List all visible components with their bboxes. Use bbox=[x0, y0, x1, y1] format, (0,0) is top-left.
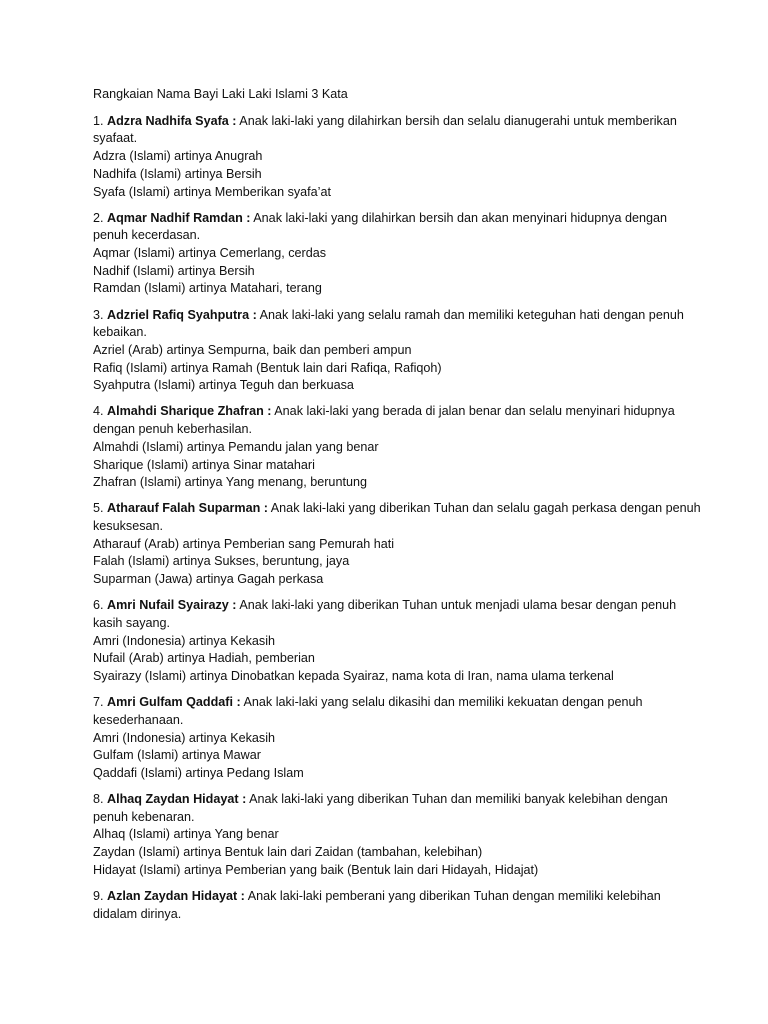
entry-heading bbox=[93, 694, 705, 729]
entry-description: Anak laki-laki pemberani yang diberikan Tuhan dengan memiliki kelebihan didalam dirinya. bbox=[93, 888, 661, 921]
entry-description: Anak laki-laki yang berada di jalan benar dan selalu menyinari hidupnya dengan penuh keberhasilan. bbox=[93, 404, 675, 437]
entry-number: 6. bbox=[93, 598, 104, 613]
meaning-word: Nadhifa bbox=[93, 166, 137, 181]
meaning-text: (Islami) artinya Bentuk lain dari Zaidan (tambahan, kelebihan) bbox=[138, 845, 483, 860]
name-entries-list bbox=[93, 113, 705, 924]
meaning-word: Amri bbox=[93, 633, 119, 648]
entry-heading bbox=[93, 597, 705, 632]
entry-description: Anak laki-laki yang selalu ramah dan memiliki keteguhan hati dengan penuh kebaikan. bbox=[93, 307, 684, 340]
meaning-text: (Islami) artinya Dinobatkan kepada Syairaz, nama kota di Iran, nama ulama terkenal bbox=[144, 669, 614, 684]
meaning-word: Azriel bbox=[93, 342, 125, 357]
meaning-text: (Islami) artinya Anugrah bbox=[129, 149, 263, 164]
meaning-text: (Islami) artinya Cemerlang, cerdas bbox=[133, 246, 327, 261]
meaning-text: (Islami) artinya Yang menang, beruntung bbox=[139, 475, 367, 490]
entry-number: 7. bbox=[93, 695, 104, 710]
name-entry bbox=[93, 791, 705, 880]
entry-description: Anak laki-laki yang diberikan Tuhan dan memiliki banyak kelebihan dengan penuh kebenaran. bbox=[93, 792, 668, 824]
meaning-word: Almahdi bbox=[93, 439, 139, 454]
meaning-word: Atharauf bbox=[93, 536, 141, 551]
meaning-line bbox=[93, 148, 705, 166]
name-entry bbox=[93, 597, 705, 686]
meaning-word: Sharique bbox=[93, 457, 144, 472]
meaning-text: (Islami) artinya Memberikan syafa’at bbox=[128, 184, 331, 199]
entry-heading bbox=[93, 791, 705, 826]
meaning-word: Adzra bbox=[93, 149, 126, 164]
meaning-word: Nufail bbox=[93, 651, 126, 666]
document-title: Rangkaian Nama Bayi Laki Laki Islami 3 Kata bbox=[93, 87, 348, 101]
meaning-text: (Jawa) artinya Gagah perkasa bbox=[154, 572, 324, 587]
meaning-line bbox=[93, 166, 705, 184]
entry-name: Aqmar Nadhif Ramdan : bbox=[107, 210, 251, 225]
name-entry bbox=[93, 694, 705, 783]
meaning-text: (Arab) artinya Pemberian sang Pemurah hati bbox=[144, 536, 395, 551]
meaning-line bbox=[93, 844, 705, 862]
meaning-word: Alhaq bbox=[93, 827, 126, 842]
meaning-line bbox=[93, 826, 705, 844]
meaning-line bbox=[93, 536, 705, 554]
entry-heading bbox=[93, 307, 705, 342]
name-entry bbox=[93, 210, 705, 299]
meaning-line bbox=[93, 245, 705, 263]
entry-name: Adzriel Rafiq Syahputra : bbox=[107, 307, 257, 322]
meaning-word: Ramdan bbox=[93, 281, 141, 296]
meaning-line bbox=[93, 633, 705, 651]
entry-name: Azlan Zaydan Hidayat : bbox=[107, 888, 245, 903]
meaning-text: (Islami) artinya Pemberian yang baik (Bentuk lain dari Hidayah, Hidajat) bbox=[139, 862, 539, 877]
meaning-line bbox=[93, 184, 705, 202]
entry-heading bbox=[93, 403, 705, 438]
meaning-word: Nadhif bbox=[93, 263, 130, 278]
meaning-word: Suparman bbox=[93, 572, 152, 587]
entry-name: Amri Gulfam Qaddafi : bbox=[107, 695, 241, 710]
meaning-word: Qaddafi bbox=[93, 765, 138, 780]
meaning-word: Syahputra bbox=[93, 378, 151, 393]
meaning-text: (Islami) artinya Bersih bbox=[132, 263, 255, 278]
meaning-line bbox=[93, 668, 705, 686]
entry-number: 3. bbox=[93, 307, 104, 322]
meaning-line bbox=[93, 263, 705, 281]
entry-heading bbox=[93, 210, 705, 245]
meaning-text: (Islami) artinya Mawar bbox=[137, 748, 261, 763]
entry-name: Almahdi Sharique Zhafran : bbox=[107, 404, 272, 419]
entry-number: 8. bbox=[93, 792, 104, 807]
meaning-text: (Islami) artinya Yang benar bbox=[128, 827, 279, 842]
meaning-word: Syafa bbox=[93, 184, 126, 199]
name-entry bbox=[93, 888, 705, 923]
meaning-line bbox=[93, 650, 705, 668]
meaning-line bbox=[93, 571, 705, 589]
entry-number: 5. bbox=[93, 501, 104, 516]
meaning-word: Zhafran bbox=[93, 475, 137, 490]
meaning-line bbox=[93, 553, 705, 571]
entry-description: Anak laki-laki yang dilahirkan bersih dan selalu dianugerahi untuk memberikan syafaat. bbox=[93, 113, 677, 146]
entry-description: Anak laki-laki yang diberikan Tuhan untuk menjadi ulama besar dengan penuh kasih sayang. bbox=[93, 598, 677, 630]
meaning-line bbox=[93, 730, 705, 748]
meaning-line bbox=[93, 377, 705, 395]
entry-number: 2. bbox=[93, 210, 104, 225]
entry-number: 1. bbox=[93, 113, 104, 128]
meaning-line bbox=[93, 342, 705, 360]
meaning-line bbox=[93, 765, 705, 783]
name-entry bbox=[93, 500, 705, 589]
meaning-text: (Islami) artinya Pedang Islam bbox=[140, 765, 304, 780]
meaning-text: (Islami) artinya Teguh dan berkuasa bbox=[153, 378, 354, 393]
meaning-text: (Indonesia) artinya Kekasih bbox=[122, 730, 275, 745]
entry-name: Alhaq Zaydan Hidayat : bbox=[107, 792, 247, 807]
meaning-line bbox=[93, 747, 705, 765]
meaning-line bbox=[93, 862, 705, 880]
meaning-word: Gulfam bbox=[93, 748, 134, 763]
meaning-word: Amri bbox=[93, 730, 119, 745]
meaning-word: Syairazy bbox=[93, 669, 142, 684]
entry-name: Adzra Nadhifa Syafa : bbox=[107, 113, 237, 128]
entry-name: Amri Nufail Syairazy : bbox=[107, 598, 237, 613]
meaning-text: (Arab) artinya Hadiah, pemberian bbox=[128, 651, 315, 666]
meaning-line bbox=[93, 439, 705, 457]
name-entry bbox=[93, 113, 705, 202]
entry-name: Atharauf Falah Suparman : bbox=[107, 501, 268, 516]
meaning-text: (Islami) artinya Sukses, beruntung, jaya bbox=[128, 554, 350, 569]
meaning-text: (Islami) artinya Pemandu jalan yang benar bbox=[142, 439, 379, 454]
entry-description: Anak laki-laki yang selalu dikasihi dan memiliki kekuatan dengan penuh kesederhanaan. bbox=[93, 695, 643, 727]
entry-number: 9. bbox=[93, 888, 104, 903]
name-entry bbox=[93, 403, 705, 492]
meaning-text: (Islami) artinya Bersih bbox=[139, 166, 262, 181]
meaning-text: (Islami) artinya Ramah (Bentuk lain dari Rafiqa, Rafiqoh) bbox=[125, 360, 442, 375]
meaning-line bbox=[93, 280, 705, 298]
entry-description: Anak laki-laki yang dilahirkan bersih dan akan menyinari hidupnya dengan penuh kecerdasan. bbox=[93, 210, 668, 243]
entry-heading bbox=[93, 888, 705, 923]
meaning-text: (Islami) artinya Matahari, terang bbox=[144, 281, 322, 296]
entry-heading bbox=[93, 113, 705, 148]
entry-heading bbox=[93, 500, 705, 535]
meaning-line bbox=[93, 360, 705, 378]
meaning-text: (Indonesia) artinya Kekasih bbox=[122, 633, 275, 648]
entry-number: 4. bbox=[93, 404, 104, 419]
meaning-line bbox=[93, 474, 705, 492]
name-entry bbox=[93, 307, 705, 396]
document-page bbox=[93, 86, 705, 932]
meaning-word: Falah bbox=[93, 554, 125, 569]
meaning-text: (Islami) artinya Sinar matahari bbox=[146, 457, 315, 472]
meaning-line bbox=[93, 457, 705, 475]
entry-description: Anak laki-laki yang diberikan Tuhan dan selalu gagah perkasa dengan penuh kesuksesan. bbox=[93, 501, 701, 534]
meaning-text: (Arab) artinya Sempurna, baik dan pemberi ampun bbox=[128, 342, 412, 357]
meaning-word: Aqmar bbox=[93, 246, 131, 261]
meaning-word: Hidayat bbox=[93, 862, 136, 877]
meaning-word: Zaydan bbox=[93, 845, 136, 860]
meaning-word: Rafiq bbox=[93, 360, 123, 375]
